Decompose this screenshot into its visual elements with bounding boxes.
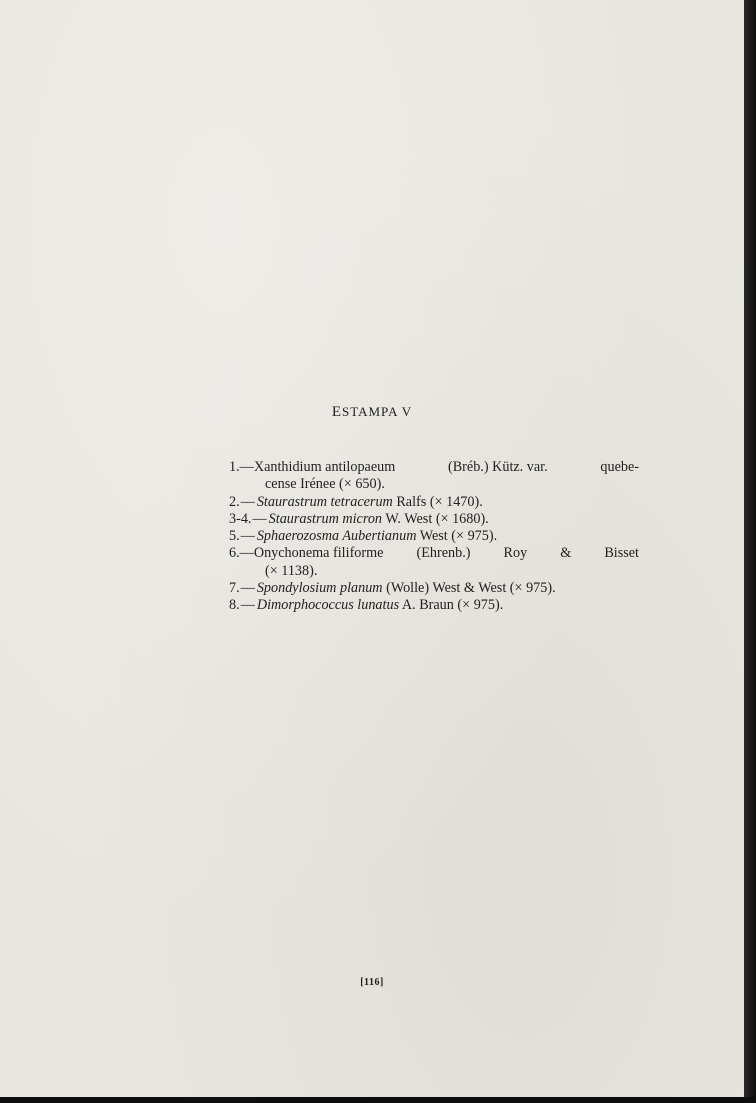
legend-authority: (Wolle) West & West (× 975). [386, 580, 556, 597]
plate-heading-initial: E [331, 404, 342, 420]
legend-number: 6. [229, 545, 240, 562]
figure-legend [229, 459, 639, 615]
legend-species-name: Xanthidium antilopaeum [253, 459, 396, 475]
plate-heading-rest: STAMPA [341, 404, 398, 419]
legend-dash: — [240, 580, 255, 597]
legend-species-name: Staurastrum micron [268, 510, 383, 527]
page-number: [116] [360, 977, 384, 988]
plate-heading [0, 404, 744, 421]
legend-entry-2 [229, 494, 639, 511]
legend-dash: — [240, 528, 255, 545]
plate-heading-numeral: V [401, 404, 413, 419]
legend-number: 1. [229, 459, 240, 475]
legend-dash: — [239, 545, 254, 562]
scan-edge-bottom [0, 1097, 756, 1103]
legend-authority: (Bréb.) Kütz. var. [447, 459, 548, 475]
legend-number: 5. [229, 528, 240, 545]
legend-species-name: Sphaerozosma Aubertianum [256, 528, 417, 545]
legend-species-name: Staurastrum tetracerum [256, 493, 393, 510]
legend-dash: — [239, 459, 254, 475]
legend-number: 8. [229, 597, 240, 614]
legend-authority-word: (Ehrenb.) [416, 545, 471, 562]
legend-number: 7. [229, 580, 240, 597]
legend-species-name: Dimorphococcus lunatus [256, 597, 400, 614]
legend-species-name: Spondylosium planum [256, 580, 383, 597]
legend-authority: A. Braun (× 975). [401, 597, 504, 614]
legend-dash: — [252, 510, 267, 527]
legend-authority: West (× 975). [419, 528, 498, 545]
legend-species-name-part: cense [265, 476, 297, 493]
legend-entry-1-continuation [229, 476, 639, 493]
legend-species-name-part: quebe- [600, 459, 639, 475]
legend-entry-1 [229, 459, 639, 476]
legend-authority-word: Roy [503, 545, 528, 562]
legend-dash: — [240, 597, 255, 614]
legend-number: 3-4. [229, 510, 252, 527]
legend-authority: Ralfs (× 1470). [396, 493, 483, 510]
legend-dash: — [240, 493, 255, 510]
scan-edge-right [744, 0, 756, 1103]
legend-entry-7 [229, 580, 639, 597]
legend-entry-5 [229, 528, 639, 545]
legend-number: 2. [229, 493, 240, 510]
legend-authority: (× 1138). [265, 562, 318, 579]
legend-authority-word: Bisset [604, 545, 639, 562]
legend-entry-6 [229, 545, 639, 562]
legend-authority: Irénee (× 650). [300, 476, 385, 493]
legend-authority-word: & [560, 545, 572, 562]
legend-entry-6-continuation [229, 563, 639, 580]
legend-species-name: Onychonema filiforme [253, 545, 384, 562]
legend-entry-3-4 [229, 511, 639, 528]
legend-entry-8 [229, 597, 639, 614]
legend-authority: W. West (× 1680). [385, 510, 489, 527]
